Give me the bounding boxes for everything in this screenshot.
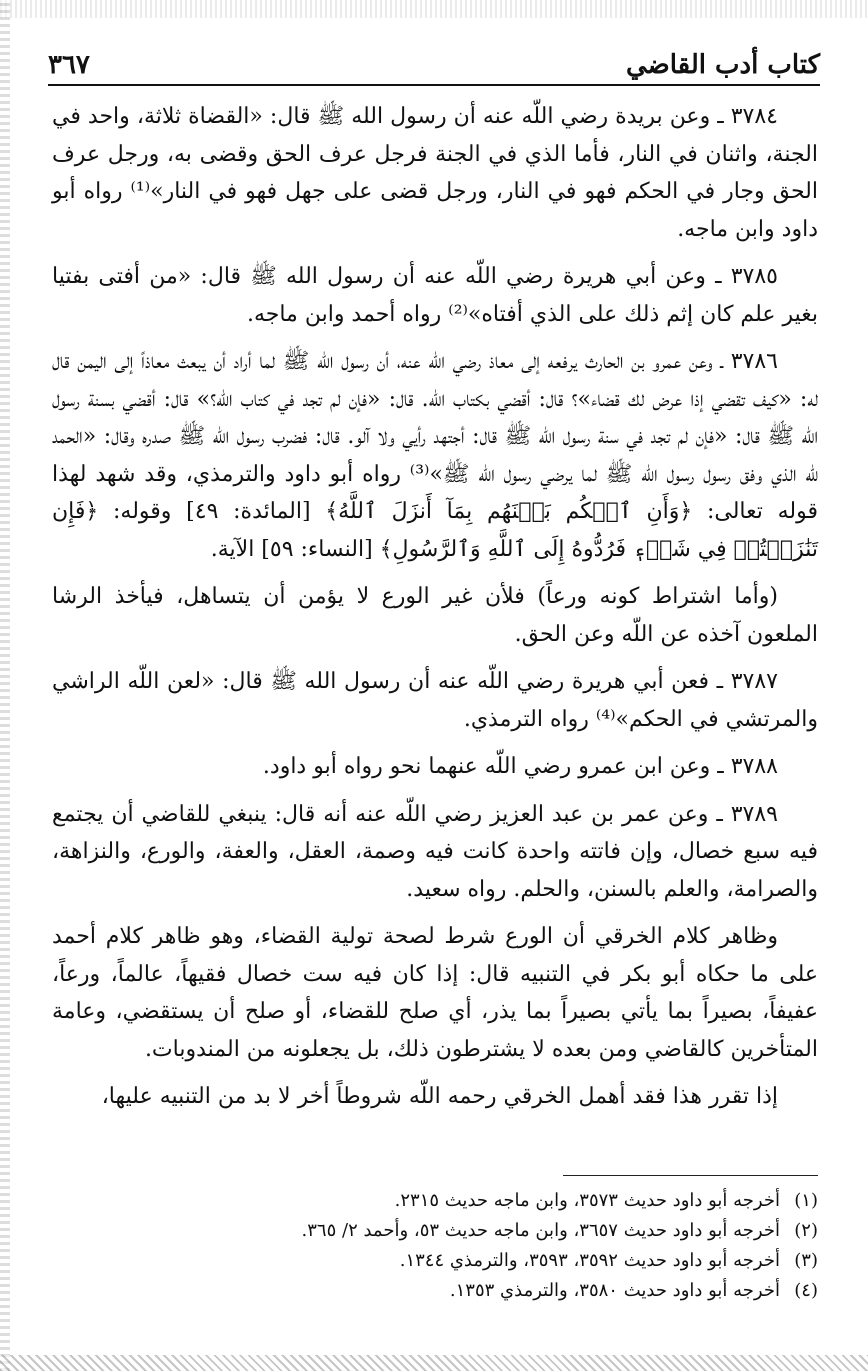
paragraph: ٣٧٨٤ ـ وعن بريدة رضي اللّه عنه أن رسول الله ﷺ قال: «القضاة ثلاثة، واحد في الجنة، واثنان في النار، فأما الذي في الجنة فرجل عرف الحق وقضى به، ورجل عرف الحق وجار في الحكم فهو في النار، ورجل قضى على جهل فهو في النار»⁽¹⁾ رواه أبو داود وابن ماجه. (52, 104, 818, 242)
paragraph: إذا تقرر هذا فقد أهمل الخرقي رحمه اللّه شروطاً أخر لا بد من التنبيه عليها، (101, 1084, 778, 1109)
page-edge-top (0, 0, 868, 18)
footnotes (60, 1186, 818, 1306)
paragraph: ٣٧٨٥ ـ وعن أبي هريرة رضي اللّه عنه أن رسول الله ﷺ قال: «من أفتى بفتيا بغير علم كان إثم ذلك على الذي أفتاه»⁽²⁾ رواه أحمد وابن ماجه. (52, 264, 818, 327)
running-title: كتاب أدب القاضي (626, 50, 820, 80)
footnote-divider (563, 1175, 818, 1176)
footnote-text: أخرجه أبو داود حديث ٣٥٨٠، والترمذي ١٣٥٣. (449, 1280, 780, 1301)
paragraph: ٣٧٨٩ ـ وعن عمر بن عبد العزيز رضي اللّه عنه أنه قال: ينبغي للقاضي أن يجتمع فيه سبع خصال، وإن فاتته واحدة كانت فيه وصمة، العقل، والعفة، والورع، والنزاهة، والصرامة، والعلم بالسنن، والحلم. رواه سعيد. (52, 801, 818, 902)
footnote (60, 1186, 818, 1216)
footnote (60, 1276, 818, 1306)
footnote (60, 1246, 818, 1276)
footnote-text: أخرجه أبو داود حديث ٣٥٩٢، ٣٥٩٣، والترمذي ١٣٤٤. (399, 1250, 780, 1271)
main-text (52, 98, 818, 1126)
paragraph: ٣٧٨٦ ـ وعن عمرو بن الحارث يرفعه إلى معاذ رضي اللّه عنه، أن رسول الله ﷺ لما أراد أن يبعث معاذاً إلى اليمن قال له: «كيف تقضي إذا عرض لك قضاء»؟ قال: أقضي بكتاب اللّه. قال: «فإن لم تجد في كتاب اللّه؟» قال: أقضي بسنة رسول الله ﷺ قال: «فإن لم تجد في سنة رسول الله ﷺ قال: أجتهد رأيي ولا آلو. قال: فضرب رسول الله ﷺ صدره وقال: «الحمد للّه الذي وفق رسول رسول الله ﷺ لما يرضي رسول الله ﷺ»⁽³⁾ رواه أبو داود والترمذي، وقد شهد لهذا قوله تعالى: ﴿وَأَنِ ٱحۡكُم بَيۡنَهُم بِمَآ أَنزَلَ ٱللَّهُ﴾ [المائدة: ٤٩] وقوله: ﴿فَإِن تَنَٰزَعۡتُمۡ فِي شَيۡءٖ فَرُدُّوهُ إِلَى ٱللَّهِ وَٱلرَّسُولِ﴾ [النساء: ٥٩] الآية. (52, 349, 818, 562)
paragraph: ٣٧٨٧ ـ فعن أبي هريرة رضي اللّه عنه أن رسول الله ﷺ قال: «لعن اللّه الراشي والمرتشي في الحكم»⁽⁴⁾ رواه الترمذي. (52, 669, 818, 732)
paragraph: وظاهر كلام الخرقي أن الورع شرط لصحة تولية القضاء، وهو ظاهر كلام أحمد على ما حكاه أبو بكر في التنبيه قال: إذا كان فيه ست خصال فقيهاً، عالماً، ورعاً، عفيفاً، بصيراً بما يأتي بصيراً بما يذر، أي صلح للقضاء، أو صلح أن يستقضي، وعامة المتأخرين كالقاضي ومن بعده لا يشترطون ذلك، بل يجعلونه من المندوبات. (52, 924, 818, 1062)
paragraph: (وأما اشتراط كونه ورعاً) فلأن غير الورع لا يؤمن أن يتساهل، فيأخذ الرشا الملعون آخذه عن اللّه وعن الحق. (52, 584, 818, 647)
paragraph: ٣٧٨٨ ـ وعن ابن عمرو رضي اللّه عنهما نحو رواه أبو داود. (262, 754, 778, 779)
footnote-number: (٢) (794, 1220, 818, 1241)
footnote-text: أخرجه أبو داود حديث ٣٦٥٧، وابن ماجه حديث ٥٣، وأحمد ٢/ ٣٦٥. (301, 1220, 780, 1241)
footnote (60, 1216, 818, 1246)
footnote-number: (٣) (794, 1250, 818, 1271)
page-header (48, 40, 820, 86)
page-edge-bottom (0, 1355, 868, 1371)
footnote-number: (١) (794, 1190, 818, 1211)
page-edge-left (0, 0, 10, 1371)
footnote-text: أخرجه أبو داود حديث ٣٥٧٣، وابن ماجه حديث ٢٣١٥. (394, 1190, 780, 1211)
page-number: ٣٦٧ (48, 50, 90, 80)
footnote-number: (٤) (794, 1280, 818, 1301)
